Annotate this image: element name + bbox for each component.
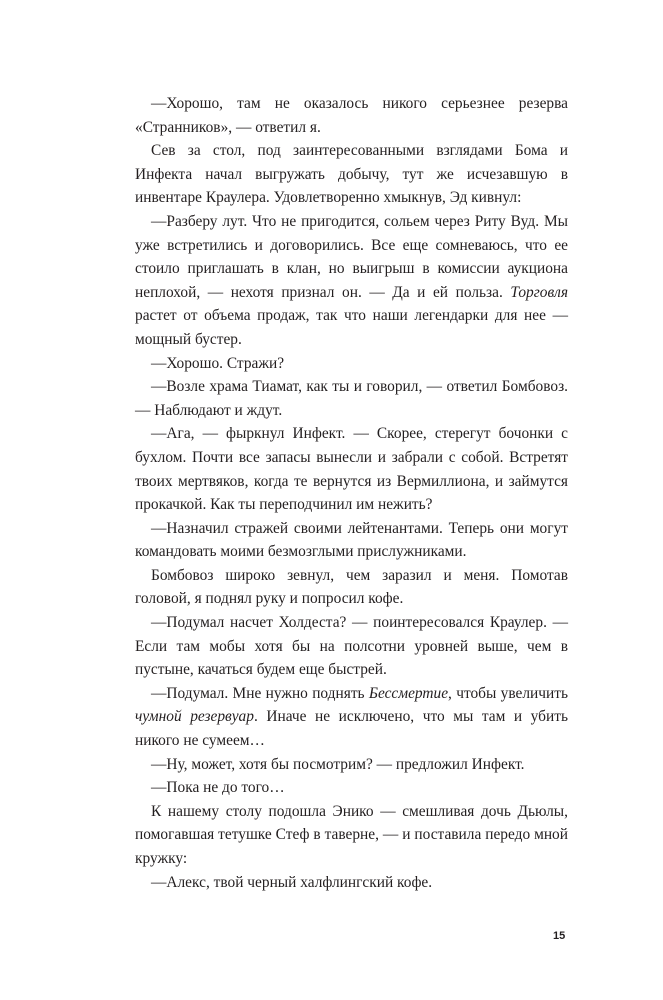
text-run: —Ну, может, хотя бы посмотрим? — предложил Инфект. xyxy=(151,755,525,773)
paragraph xyxy=(135,92,568,139)
text-run: . Иначе не исключено, что мы там и убить никого не сумеем… xyxy=(135,708,568,750)
text-run: Сев за стол, под заинтересованными взглядами Бома и Инфекта начал выгружать добычу, тут же исчезавшую в инвентаре Краулера. Удовлетворенно хмыкнув, Эд кивнул: xyxy=(135,142,568,207)
body-text xyxy=(135,92,568,894)
text-run: —Пока не до того… xyxy=(151,779,285,797)
italic-term: Торговля xyxy=(510,283,568,301)
paragraph xyxy=(135,682,568,753)
page-number: 15 xyxy=(553,930,566,942)
text-run: растет от объема продаж, так что наши легендарки для нее — мощный бустер. xyxy=(135,307,568,348)
italic-term: чумной резервуар xyxy=(135,708,254,726)
paragraph xyxy=(135,517,568,564)
text-run: , чтобы увеличить xyxy=(448,684,568,702)
paragraph xyxy=(135,564,568,611)
text-run: —Хорошо. Стражи? xyxy=(151,354,285,372)
text-run: —Подумал насчет Холдеста? — поинтересовался Краулер. — Если там мобы хотя бы на полсотни уровней выше, чем в пустыне, качаться будем еще быстрей. xyxy=(135,614,568,679)
text-run: —Подумал. Мне нужно поднять xyxy=(151,684,369,702)
text-run: К нашему столу подошла Энико — смешливая дочь Дьюлы, помогавшая тетушке Стеф в таверне, — и поставила передо мной кружку: xyxy=(135,802,568,867)
paragraph xyxy=(135,611,568,682)
paragraph xyxy=(135,422,568,516)
paragraph xyxy=(135,776,568,800)
paragraph xyxy=(135,375,568,422)
text-run: —Ага, — фыркнул Инфект. — Скорее, стерегут бочонки с бухлом. Почти все запасы вынесли и забрали с собой. Встретят твоих мертвяков, когда те вернутся из Вермиллиона, и займутся прокачкой. Как ты переподчинил им нежить? xyxy=(135,425,568,514)
paragraph xyxy=(135,139,568,210)
paragraph xyxy=(135,210,568,352)
text-run: Бомбовоз широко зевнул, чем заразил и меня. Помотав головой, я поднял руку и попросил кофе. xyxy=(135,566,568,608)
paragraph xyxy=(135,800,568,871)
italic-term: Бессмертие xyxy=(368,684,449,702)
text-run: —Возле храма Тиамат, как ты и говорил, — ответил Бомбовоз. — Наблюдают и ждут. xyxy=(135,378,568,419)
paragraph xyxy=(135,352,568,376)
paragraph xyxy=(135,753,568,777)
text-run: —Хорошо, там не оказалось никого серьезнее резерва «Странников», — ответил я. xyxy=(135,95,568,136)
paragraph xyxy=(135,871,568,895)
text-run: —Разберу лут. Что не пригодится, сольем через Риту Вуд. Мы уже встретились и договорились. Все еще сомневаюсь, что ее стоило приглашать в клан, но выигрыш в комиссии аукциона неплохой, — нехотя признал он. — Да и ей польза. xyxy=(135,212,568,301)
text-run: —Алекс, твой черный халфлингский кофе. xyxy=(151,873,433,891)
text-run: —Назначил стражей своими лейтенантами. Теперь они могут командовать моими безмозглыми прислужниками. xyxy=(135,519,568,561)
